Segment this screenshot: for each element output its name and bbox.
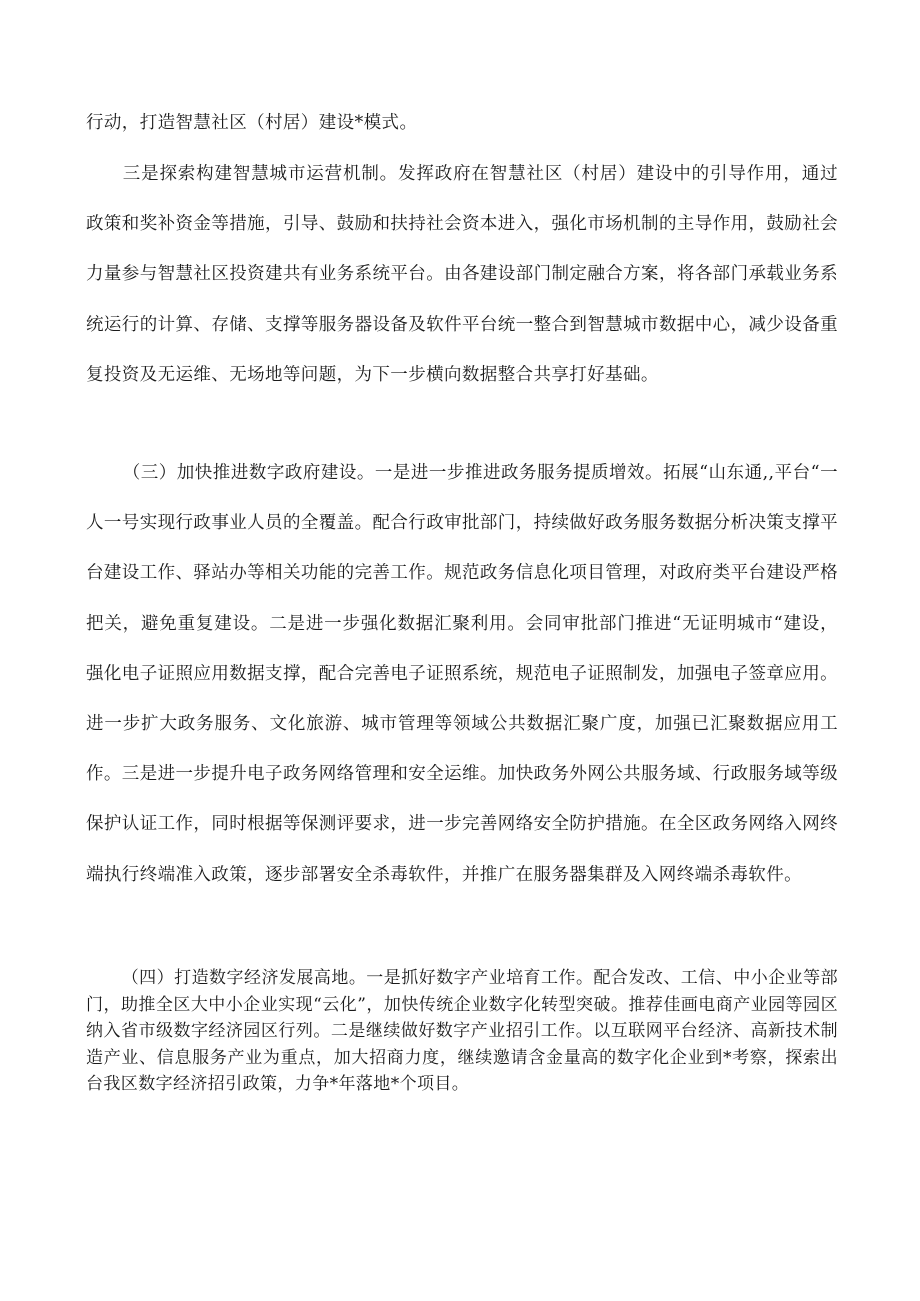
paragraph-smart-city-operation: 三是探索构建智慧城市运营机制。发挥政府在智慧社区（村居）建设中的引导作用，通过政策和奖补资金等措施，引导、鼓励和扶持社会资本进入，强化市场机制的主导作用，鼓励社会力量参与智慧社区投资建共有业务系统平台。由各建设部门制定融合方案，将各部门承载业务系统运行的计算、存储、支撑等服务器设备及软件平台统一整合到智慧城市数据中心，减少设备重复投资及无运维、无场地等问题，为下一步横向数据整合共享打好基础。	[86, 164, 838, 385]
paragraph-digital-government: （三）加快推进数字政府建设。一是进一步推进政务服务提质增效。拓展“山东通,,平台“一人一号实现行政事业人员的全覆盖。配合行政审批部门，持续做好政务服务数据分析决策支撑平台建设工作、驿站办等相关功能的完善工作。规范政务信息化项目管理，对政府类平台建设严格把关，避免重复建设。二是进一步强化数据汇聚利用。会同审批部门推进“无证明城市“建设，强化电子证照应用数据支撑，配合完善电子证照系统，规范电子证照制发，加强电子签章应用。进一步扩大政务服务、文化旅游、城市管理等领域公共数据汇聚广度，加强已汇聚数据应用工作。三是进一步提升电子政务网络管理和安全运维。加快政务外网公共服务域、行政服务域等级保护认证工作，同时根据等保测评要求，进一步完善网络安全防护措施。在全区政务网络入网终端执行终端准入政策，逐步部署安全杀毒软件，并推广在服务器集群及入网终端杀毒软件。	[86, 463, 838, 885]
paragraph-continuation: 行动，打造智慧社区（村居）建设*模式。	[86, 113, 418, 133]
paragraph-digital-economy: （四）打造数字经济发展高地。一是抓好数字产业培育工作。配合发改、工信、中小企业等部门，助推全区大中小企业实现“云化”，加快传统企业数字化转型突破。推荐佳画电商产业园等园区纳入省市级数字经济园区行列。二是继续做好数字产业招引工作。以互联网平台经济、高新技术制造产业、信息服务产业为重点，加大招商力度，继续邀请含金量高的数字化企业到*考察，探索出台我区数字经济招引政策，力争*年落地*个项目。	[86, 968, 838, 1094]
